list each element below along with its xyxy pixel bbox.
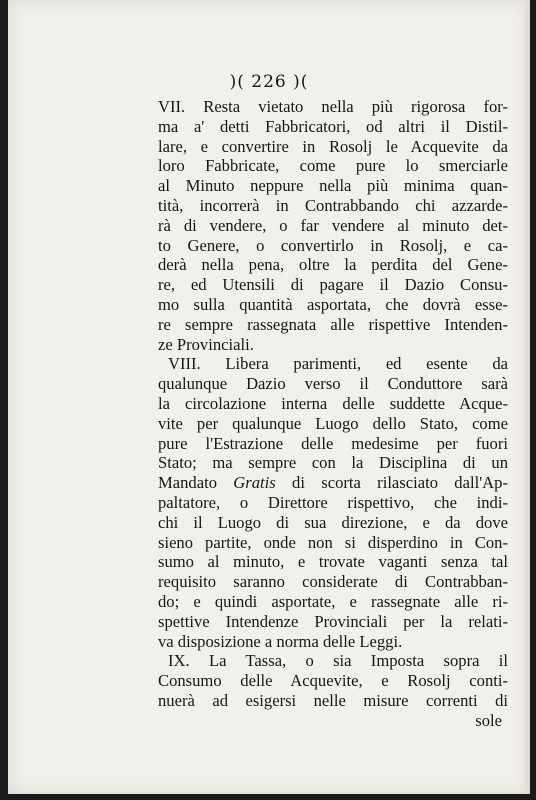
text-line-17: vite per qualunque Luogo dello Stato, come (158, 413, 508, 433)
text-line-26: do; e quindi asportate, e rassegnate alle ri- (158, 591, 508, 611)
text-line-10: re, ed Utensili di pagare il Dazio Consu- (158, 275, 508, 295)
text-line-21: paltatore, o Direttore rispettivo, che indi- (158, 492, 508, 512)
text-line-28: va disposizione a norma delle Leggi. (158, 631, 403, 651)
text-line-25: requisito saranno considerate di Contrabban- (158, 572, 508, 592)
text-line-8: to Genere, o convertirlo in Rosolj, e ca- (158, 235, 508, 255)
text-line-6: tità, incorrerà in Contrabbando chi azzarde- (158, 195, 508, 215)
catchword: sole (475, 710, 502, 730)
text-line-12: re sempre rassegnata alle rispettive Intenden- (158, 314, 508, 334)
text-line-13: ze Provinciali. (158, 334, 254, 354)
page-number-header: )( 226 )( (229, 72, 309, 92)
text-line-29: IX. La Tassa, o sia Imposta sopra il (168, 651, 508, 671)
text-line-4: loro Fabbricate, come pure lo smerciarle (158, 156, 508, 176)
text-line-30: Consumo delle Acquevite, e Rosolj conti- (158, 671, 508, 691)
page-edge (524, 0, 530, 794)
text-line-2: ma a' detti Fabbricatori, od altri il Distil- (158, 116, 508, 136)
text-line-24: sumo al minuto, e trovate vaganti senza tal (158, 552, 508, 572)
text-line-23: sieno partite, onde non si disperdino in Con- (158, 532, 508, 552)
text-line-11: mo sulla quantità asportata, che dovrà esse- (158, 294, 508, 314)
text-line-22: chi il Luogo di sua direzione, e da dove (158, 512, 508, 532)
text-line-19: Stato; ma sempre con la Disciplina di un (158, 453, 508, 473)
text-line-18: pure l'Estrazione delle medesime per fuori (158, 433, 508, 453)
text-line-5: al Minuto neppure nella più minima quan- (158, 176, 508, 196)
text-line-27: spettive Intendenze Provinciali per la relati- (158, 611, 508, 631)
book-page (8, 0, 530, 794)
text-line-31: nuerà ad esigersi nelle misure correnti di (158, 690, 508, 710)
text-line-1: VII. Resta vietato nella più rigorosa for- (158, 97, 508, 116)
text-line-9: derà nella pena, oltre la perdita del Gene- (158, 255, 508, 275)
text-line-14: VIII. Libera parimenti, ed esente da (168, 354, 508, 374)
text-line-16: la circolazione interna delle suddette Acque- (158, 393, 508, 413)
text-line-15: qualunque Dazio verso il Conduttore sarà (158, 374, 508, 394)
page-body-text (158, 97, 508, 731)
italic-word: Gratis (233, 473, 276, 493)
text-line-3: lare, e convertire in Rosolj le Acquevite da (158, 136, 508, 156)
text-line-7: rà di vendere, o far vendere al minuto det- (158, 215, 508, 235)
text-line-20: Mandato Gratis di scorta rilasciato dall'Ap- (158, 473, 508, 493)
